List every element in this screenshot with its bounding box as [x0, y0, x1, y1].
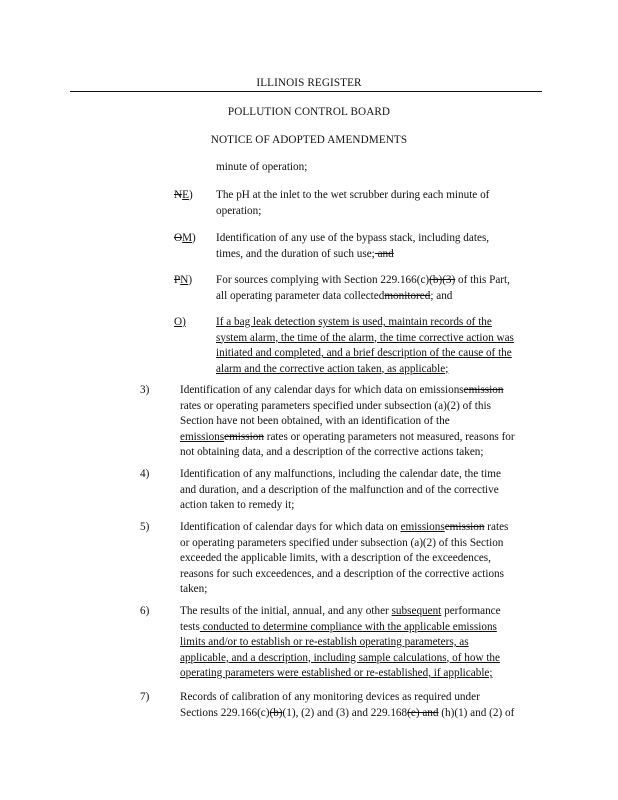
item-q-marker: O): [174, 316, 186, 328]
notice-title: NOTICE OF ADOPTED AMENDMENTS: [210, 134, 408, 146]
item-p-text: For sources complying with Section 229.166(c)(b)(3) of this Part, all operating parameter data collectedmonitored; and: [216, 274, 510, 302]
item-4-text: Identification of any malfunctions, including the calendar date, the time and duration, and a description of the malfunction and of the corrective action taken to remedy it;: [180, 468, 501, 511]
header-divider: [70, 91, 542, 92]
item-n-marker: NE): [174, 189, 193, 201]
item-4-marker: 4): [140, 468, 150, 480]
item-3-text: Identification of any calendar days for which data on emissionsemission rates or operating parameters specified under subsection (a)(2) of this Section have not been obtained, with an identification of the emissionsemission rates or operating parameters not measured, reasons for not obtaining data, and a description of the corrective actions taken;: [180, 384, 515, 458]
item-q-text: If a bag leak detection system is used, maintain records of the system alarm, the time of the alarm, the time corrective action was initiated and completed, and a brief description of the cause of the alarm and the corrective action taken, as applicable;: [216, 316, 514, 375]
item-7-marker: 7): [140, 691, 150, 703]
item-5-marker: 5): [140, 521, 150, 533]
item-7-text: Records of calibration of any monitoring devices as required under Sections 229.166(c)(b)(1), (2) and (3) and 229.168(e) and (h)(1) and (2) of: [180, 691, 515, 719]
item-p-marker: PN): [174, 274, 193, 286]
intro-line: minute of operation;: [216, 161, 308, 173]
item-o-marker: OM): [174, 232, 196, 244]
item-6-marker: 6): [140, 605, 150, 617]
item-5-text: Identification of calendar days for which data on emissionsemission rates or operating parameters specified under subsection (a)(2) of this Section exceeded the applicable limits, with a description of the exceedences, reasons for such exceedences, and a description of the corrective actions taken;: [180, 521, 509, 595]
board-title: POLLUTION CONTROL BOARD: [227, 106, 391, 118]
item-6-text: The results of the initial, annual, and any other subsequent performance tests conducted to determine compliance with the applicable emissions limits and/or to establish or re-establish operating parameters, as applicable, and a description, including sample calculations, of how the operating parameters were established or re-established, if applicable;: [180, 605, 501, 679]
register-title: ILLINOIS REGISTER: [256, 77, 362, 89]
item-3-marker: 3): [140, 384, 150, 396]
item-n-text: The pH at the inlet to the wet scrubber during each minute of operation;: [216, 189, 490, 217]
intro-continuation: [216, 160, 307, 176]
item-o-text: Identification of any use of the bypass stack, including dates, times, and the duration of such use; and: [216, 232, 490, 260]
